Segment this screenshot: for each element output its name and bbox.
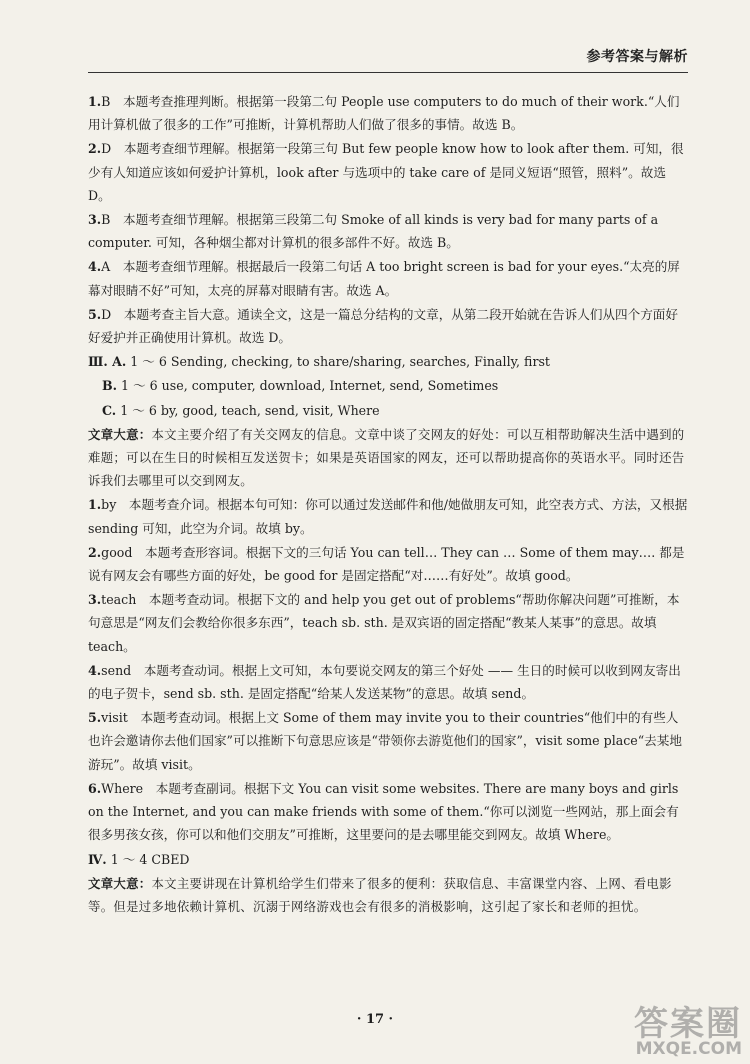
section-answer: [88, 374, 688, 397]
page-header: [88, 42, 688, 73]
item-number: 5.: [88, 306, 102, 322]
item-text: 1 ～ 4 CBED: [110, 851, 190, 867]
item-number: 4.: [88, 662, 102, 678]
article-summary: [88, 423, 688, 493]
item-number: B.: [102, 378, 118, 394]
answer-item: [88, 777, 688, 847]
item-number: 4.: [88, 259, 102, 275]
watermark: [634, 1004, 742, 1059]
item-number: 1.: [88, 94, 102, 109]
item-text: good 本题考查形容词。根据下文的三句话 You can tell… They can … Some of them may…. 都是说有网友会有哪些方面的好处，be good for 是固定搭配“对……有好处”。故填 good。: [88, 544, 685, 584]
item-number: 3.: [88, 212, 102, 228]
answer-item: [88, 208, 688, 254]
item-number: 2.: [88, 544, 102, 560]
answer-item: [88, 255, 688, 301]
answer-item: [88, 541, 688, 587]
summary-label: 文章大意：: [88, 426, 152, 442]
item-text: 1 ～ 6 Sending, checking, to share/sharing, searches, Finally, first: [130, 354, 550, 370]
watermark-logo: 答案圈: [634, 1004, 742, 1044]
item-text: visit 本题考查动词。根据上文 Some of them may invite you to their countries“他们中的有些人也许会邀请你去他们国家”可以推断下句意思应该是“带领你去游览他们的国家”，visit some place“去某地游玩”。故填 visit。: [88, 710, 682, 772]
item-text: by 本题考查介词。根据本句可知：你可以通过发送邮件和他/她做朋友可知，此空表方式、方法，又根据 sending 可知，此空为介词。故填 by。: [88, 497, 688, 536]
item-text: send 本题考查动词。根据上文可知，本句要说交网友的第三个好处 —— 生日的时候可以收到网友寄出的电子贺卡，send sb. sth. 是固定搭配“给某人发送某物”的意思。故填 send。: [88, 662, 681, 702]
section-answer: [88, 399, 688, 422]
item-number: 6.: [88, 780, 102, 796]
item-number: 5.: [88, 710, 102, 726]
item-number: Ⅳ.: [88, 851, 107, 867]
item-number: Ⅲ. A.: [88, 354, 127, 370]
section-answer: [88, 350, 688, 373]
item-text: 1 ～ 6 by, good, teach, send, visit, Where: [120, 402, 380, 418]
item-number: 1.: [88, 497, 102, 513]
watermark-url: MXQE.COM: [635, 1039, 742, 1059]
section-answer: [88, 848, 688, 871]
summary-label: 文章大意：: [88, 875, 152, 891]
item-text: B 本题考查细节理解。根据第三段第二句 Smoke of all kinds is very bad for many parts of a computer. 可知，各种烟尘都对计算机的很多部件不好。故选 B。: [88, 212, 659, 251]
item-text: A 本题考查细节理解。根据最后一段第二句话 A too bright screen is bad for your eyes.“太亮的屏幕对眼睛不好”可知，太亮的屏幕对眼睛有害。故选 A。: [88, 259, 680, 298]
answer-item: [88, 493, 688, 539]
item-text: D 本题考查细节理解。根据第一段第三句 But few people know how to look after them. 可知，很少有人知道应该如何爱护计算机，look after 与选项中的 take care of 是同义短语“照管，照料”。故选 D。: [88, 141, 684, 203]
answer-item: [88, 588, 688, 658]
item-text: D 本题考查主旨大意。通读全文，这是一篇总分结构的文章，从第二段开始就在告诉人们从四个方面好好爱护并正确使用计算机。故选 D。: [88, 306, 678, 346]
item-number: C.: [102, 402, 117, 418]
answer-item: [88, 90, 688, 136]
item-number: 3.: [88, 592, 102, 608]
answer-item: [88, 137, 688, 207]
answer-item: [88, 303, 688, 349]
item-text: B 本题考查推理判断。根据第一段第二句 People use computers to do much of their work.“人们用计算机做了很多的工作”可推断，计算机帮助人们做了很多的事情。故选 B。: [88, 94, 680, 133]
header-title: 参考答案与解析: [586, 49, 688, 65]
item-text: 1 ～ 6 use, computer, download, Internet, send, Sometimes: [121, 378, 499, 394]
item-text: Where 本题考查副词。根据下文 You can visit some websites. There are many boys and girls on the Internet, and you can make friends with some of them.“你可以浏览一些网站，那上面会有很多男孩女孩，你可以和他们交朋友”可推断，这里要问的是去哪里能交到网友。故填 Where。: [88, 780, 679, 843]
summary-text: 本文主要讲现在计算机给学生们带来了很多的便利：获取信息、丰富课堂内容、上网、看电影等。但是过多地依赖计算机、沉溺于网络游戏也会有很多的消极影响，这引起了家长和老师的担忧。: [88, 875, 672, 914]
article-summary: [88, 872, 688, 918]
answer-content: [88, 90, 688, 919]
summary-text: 本文主要介绍了有关交网友的信息。文章中谈了交网友的好处：可以互相帮助解决生活中遇到的难题；可以在生日的时候相互发送贺卡；如果是英语国家的网友，还可以帮助提高你的英语水平。同时还告诉我们去哪里可以交到网友。: [88, 426, 685, 489]
item-text: teach 本题考查动词。根据下文的 and help you get out of problems“帮助你解决问题”可推断，本句意思是“网友们会教给你很多东西”，teach sb. sth. 是双宾语的固定搭配“教某人某事”的意思。故填 teach。: [88, 592, 680, 654]
page-number: · 17 ·: [356, 1012, 394, 1027]
item-number: 2.: [88, 141, 102, 157]
answer-item: [88, 659, 688, 705]
answer-item: [88, 706, 688, 776]
